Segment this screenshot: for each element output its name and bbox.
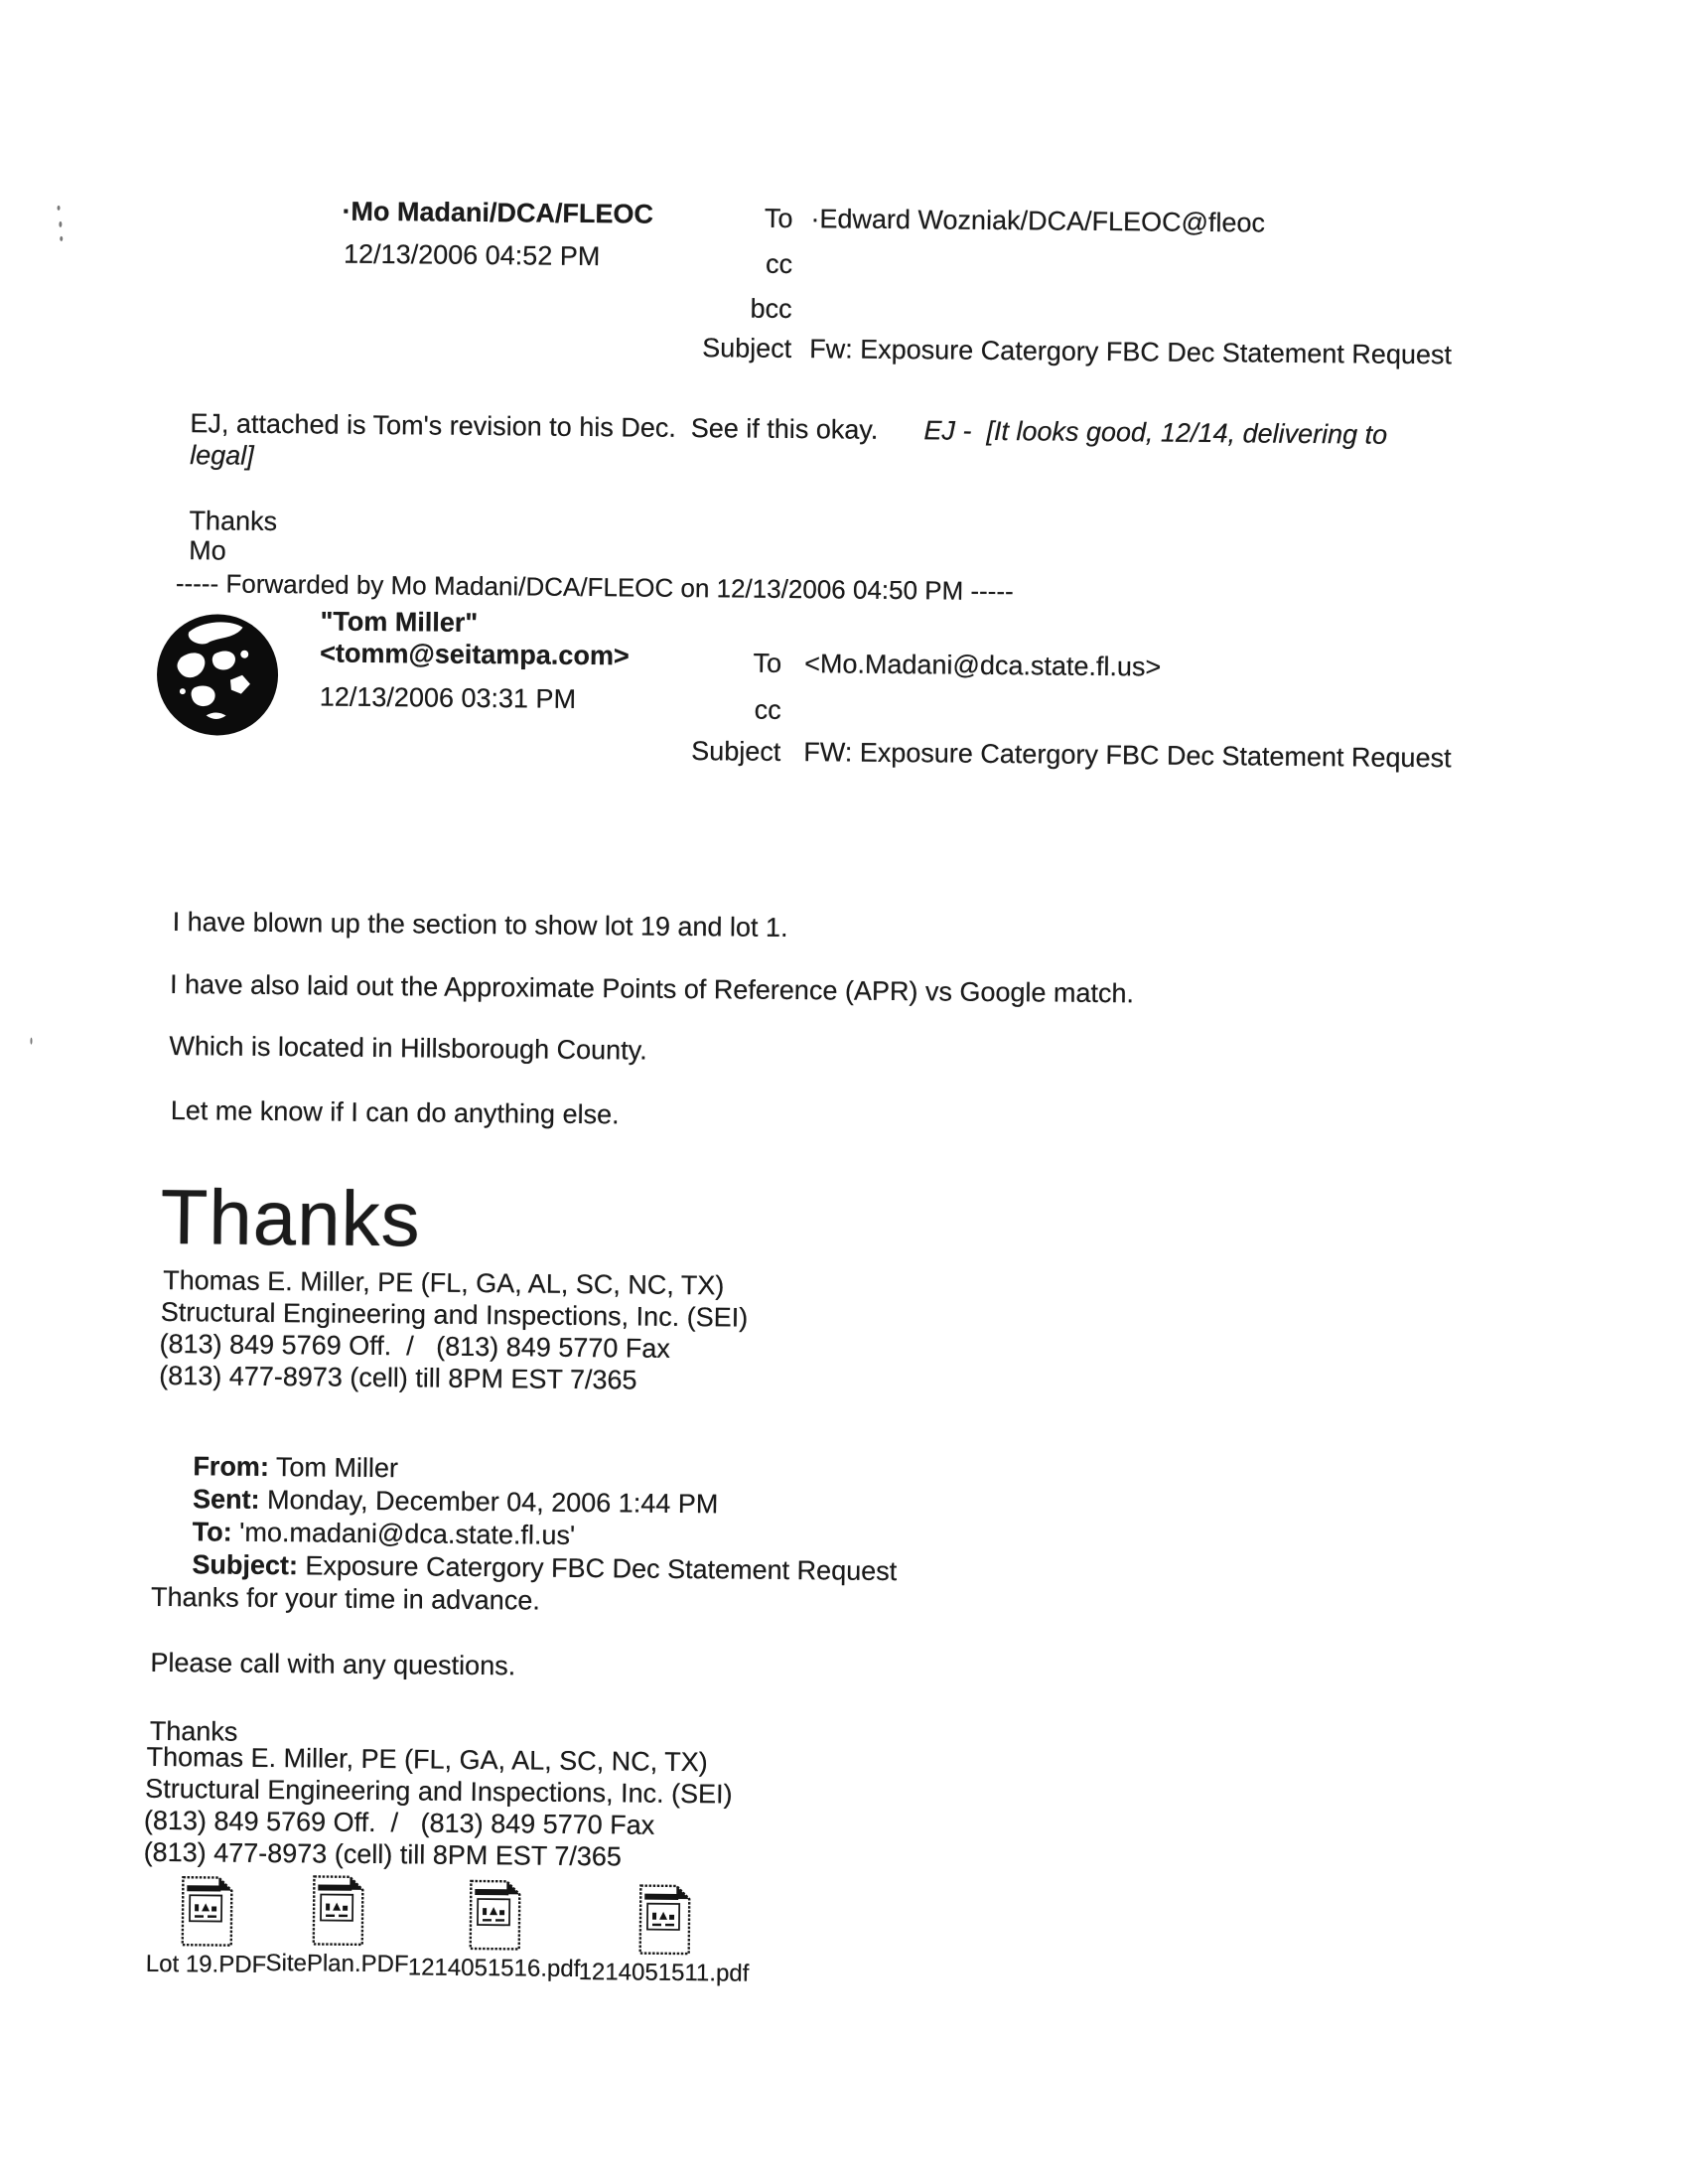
email2-signature-line: (813) 849 5769 Off. / (813) 849 5770 Fax <box>159 1328 671 1364</box>
attachment-filename: 1214051516.pdf <box>407 1954 581 1983</box>
forwarded-separator: ----- Forwarded by Mo Madani/DCA/FLEOC on 12/13/2006 04:50 PM ----- <box>175 568 1014 607</box>
email3-paragraph: Please call with any questions. <box>150 1647 516 1681</box>
attachment-item[interactable] <box>579 1883 749 1988</box>
email1-subject-value: Fw: Exposure Catergory FBC Dec Statement Request <box>809 334 1453 370</box>
email1-to-row <box>564 202 1265 239</box>
email1-subject-label: Subject <box>702 333 792 364</box>
email2-to-row <box>553 647 1161 683</box>
pdf-file-icon <box>311 1874 365 1947</box>
email2-subject-value: FW: Exposure Catergory FBC Dec Statement Request <box>803 737 1452 774</box>
email2-paragraph: I have also laid out the Approximate Points of Reference (APR) vs Google match. <box>169 969 1135 1009</box>
email3-signature-line: Structural Engineering and Inspections, Inc. (SEI) <box>145 1773 733 1810</box>
email2-signature-line: Structural Engineering and Inspections, Inc. (SEI) <box>160 1296 749 1333</box>
email2-big-closing: Thanks <box>160 1172 422 1263</box>
email2-sent-datetime: 12/13/2006 03:31 PM <box>319 681 577 714</box>
scan-artifact <box>58 206 61 211</box>
email2-subject-row <box>552 735 1452 775</box>
email1-annotation-line2: legal] <box>190 440 254 471</box>
email2-paragraph: Let me know if I can do anything else. <box>170 1095 620 1130</box>
email2-subject-label: Subject <box>691 736 781 767</box>
email2-cc-row <box>553 693 781 726</box>
pdf-file-icon <box>637 1884 692 1957</box>
email1-sent-datetime: 12/13/2006 04:52 PM <box>343 238 601 272</box>
email3-to-value: 'mo.madani@dca.state.fl.us' <box>231 1518 576 1551</box>
email1-body-text: EJ, attached is Tom's revision to his Dec. See if this okay. <box>190 408 879 445</box>
attachment-filename: Lot 19.PDF <box>145 1950 267 1978</box>
email1-bcc-label: bcc <box>750 293 792 324</box>
email1-to-value: ·Edward Wozniak/DCA/FLEOC@fleoc <box>810 204 1266 238</box>
globe-icon <box>154 612 282 738</box>
email1-bcc-row <box>563 292 791 325</box>
email3-sent-value: Monday, December 04, 2006 1:44 PM <box>259 1485 719 1520</box>
email2-paragraph: Which is located in Hillsborough County. <box>169 1031 647 1066</box>
email2-sender-email: <tomm@seitampa.com> <box>320 638 630 671</box>
scan-artifact <box>59 221 62 227</box>
email1-signoff: Mo <box>189 535 226 566</box>
attachment-item[interactable] <box>409 1878 579 1983</box>
email1-cc-row <box>564 247 792 280</box>
email2-sender-name: "Tom Miller" <box>320 606 479 638</box>
email3-from-label: From: <box>193 1451 270 1483</box>
email2-signature-line: (813) 477-8973 (cell) till 8PM EST 7/365 <box>159 1360 637 1395</box>
scan-artifact <box>60 236 63 241</box>
email3-paragraph: Thanks for your time in advance. <box>150 1581 540 1616</box>
email2-cc-label: cc <box>754 694 781 725</box>
email3-sent-label: Sent: <box>192 1484 260 1516</box>
email1-closing: Thanks <box>189 506 278 537</box>
attachment-filename: SitePlan.PDF <box>265 1949 409 1978</box>
email3-signature-line: (813) 849 5769 Off. / (813) 849 5770 Fax <box>143 1805 655 1840</box>
email1-inline-annotation: EJ - [It looks good, 12/14, delivering to <box>923 415 1388 450</box>
email2-to-value: <Mo.Madani@dca.state.fl.us> <box>804 649 1162 682</box>
email2-paragraph: I have blown up the section to show lot 19 and lot 1. <box>172 907 788 943</box>
email3-to-label: To: <box>192 1517 232 1548</box>
pdf-file-icon <box>468 1879 522 1952</box>
email3-from-value: Tom Miller <box>268 1452 399 1484</box>
email1-sender-name: ·Mo Madani/DCA/FLEOC <box>342 196 654 229</box>
email1-body-line1 <box>190 407 1387 451</box>
email1-cc-label: cc <box>765 248 793 279</box>
email3-subject-value: Exposure Catergory FBC Dec Statement Request <box>297 1550 898 1587</box>
attachment-item[interactable] <box>252 1874 422 1979</box>
email2-signature-line: Thomas E. Miller, PE (FL, GA, AL, SC, NC, TX) <box>163 1264 725 1301</box>
email1-subject-row <box>563 332 1452 371</box>
email2-to-label: To <box>753 648 782 678</box>
attachment-filename: 1214051511.pdf <box>578 1959 750 1987</box>
scan-artifact <box>30 1038 32 1045</box>
email3-signature-line: Thomas E. Miller, PE (FL, GA, AL, SC, NC, TX) <box>146 1741 708 1778</box>
email1-to-label: To <box>764 203 793 233</box>
pdf-file-icon <box>180 1875 234 1948</box>
email3-signature-line: (813) 477-8973 (cell) till 8PM EST 7/365 <box>143 1836 623 1872</box>
email3-subject-label: Subject: <box>192 1549 299 1581</box>
email3-closing: Thanks <box>149 1715 238 1747</box>
